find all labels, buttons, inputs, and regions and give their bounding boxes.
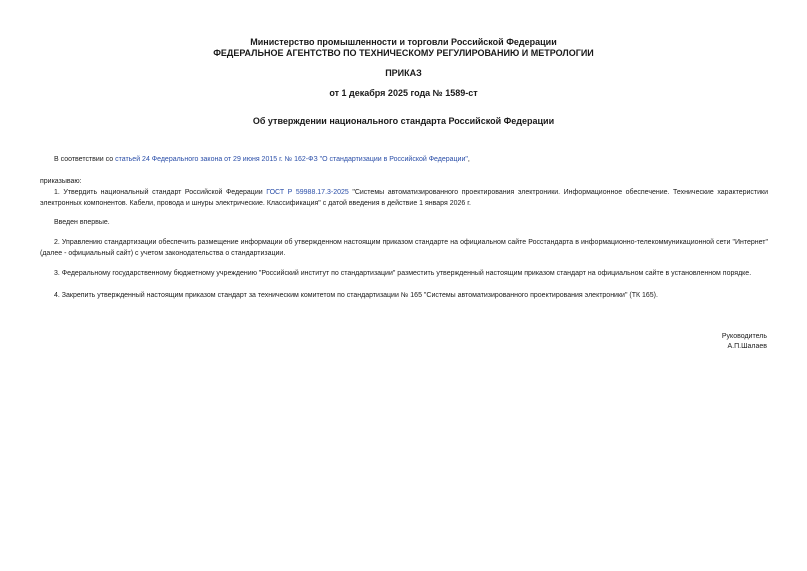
agency-heading: ФЕДЕРАЛЬНОЕ АГЕНТСТВО ПО ТЕХНИЧЕСКОМУ РЕГУЛИРОВАНИЮ И МЕТРОЛОГИИ: [213, 48, 594, 58]
preamble-paragraph: [40, 154, 768, 165]
document-date-number: от 1 декабря 2025 года № 1589-ст: [329, 88, 478, 98]
item-1-prefix: 1. Утвердить национальный стандарт Российской Федерации: [54, 189, 267, 196]
preamble-prefix: В соответствии со: [54, 156, 116, 163]
item-4-paragraph: 4. Закрепить утвержденный настоящим приказом стандарт за техническим комитетом по стандартизации № 165 "Системы автоматизированного проектирования электроники" (ТК 165).: [54, 292, 658, 299]
signature-name: А.П.Шалаев: [727, 343, 767, 350]
document-subject: Об утверждении национального стандарта Российской Федерации: [252, 116, 555, 126]
order-word: приказываю:: [40, 178, 82, 185]
item-2-paragraph: 2. Управлению стандартизации обеспечить размещение информации об утвержденном настоящим приказом стандарте на официальном сайте Росстандарта в информационно-телекоммуникационной сети "Интернет" (далее - официальный сайт) с учетом законодательства о стандартизации.: [40, 239, 768, 257]
item-1-paragraph: [40, 187, 768, 209]
law-link[interactable]: статьей 24 Федерального закона от 29 июня 2015 г. № 162-ФЗ "О стандартизации в Российской Федерации": [115, 156, 468, 163]
item-3-paragraph: 3. Федеральному государственному бюджетному учреждению "Российский институт по стандартизации" разместить утвержденный настоящим приказом стандарт на официальном сайте в установленном порядке.: [54, 270, 752, 277]
ministry-heading: Министерство промышленности и торговли Российской Федерации: [250, 37, 557, 47]
document-type: ПРИКАЗ: [385, 68, 422, 78]
preamble-suffix: ,: [467, 156, 470, 163]
gost-link[interactable]: ГОСТ Р 59988.17.3-2025: [266, 189, 349, 196]
introduced-note: Введен впервые.: [54, 219, 110, 226]
item-1-suffix: "Системы автоматизированного проектирования электроники. Информационное обеспечение. Технические характеристики электронных компонентов. Кабели, провода и шнуры электрические. Классификация" с датой введения в действие 1 января 2026 г.: [40, 189, 769, 207]
signature-title: Руководитель: [721, 333, 767, 340]
